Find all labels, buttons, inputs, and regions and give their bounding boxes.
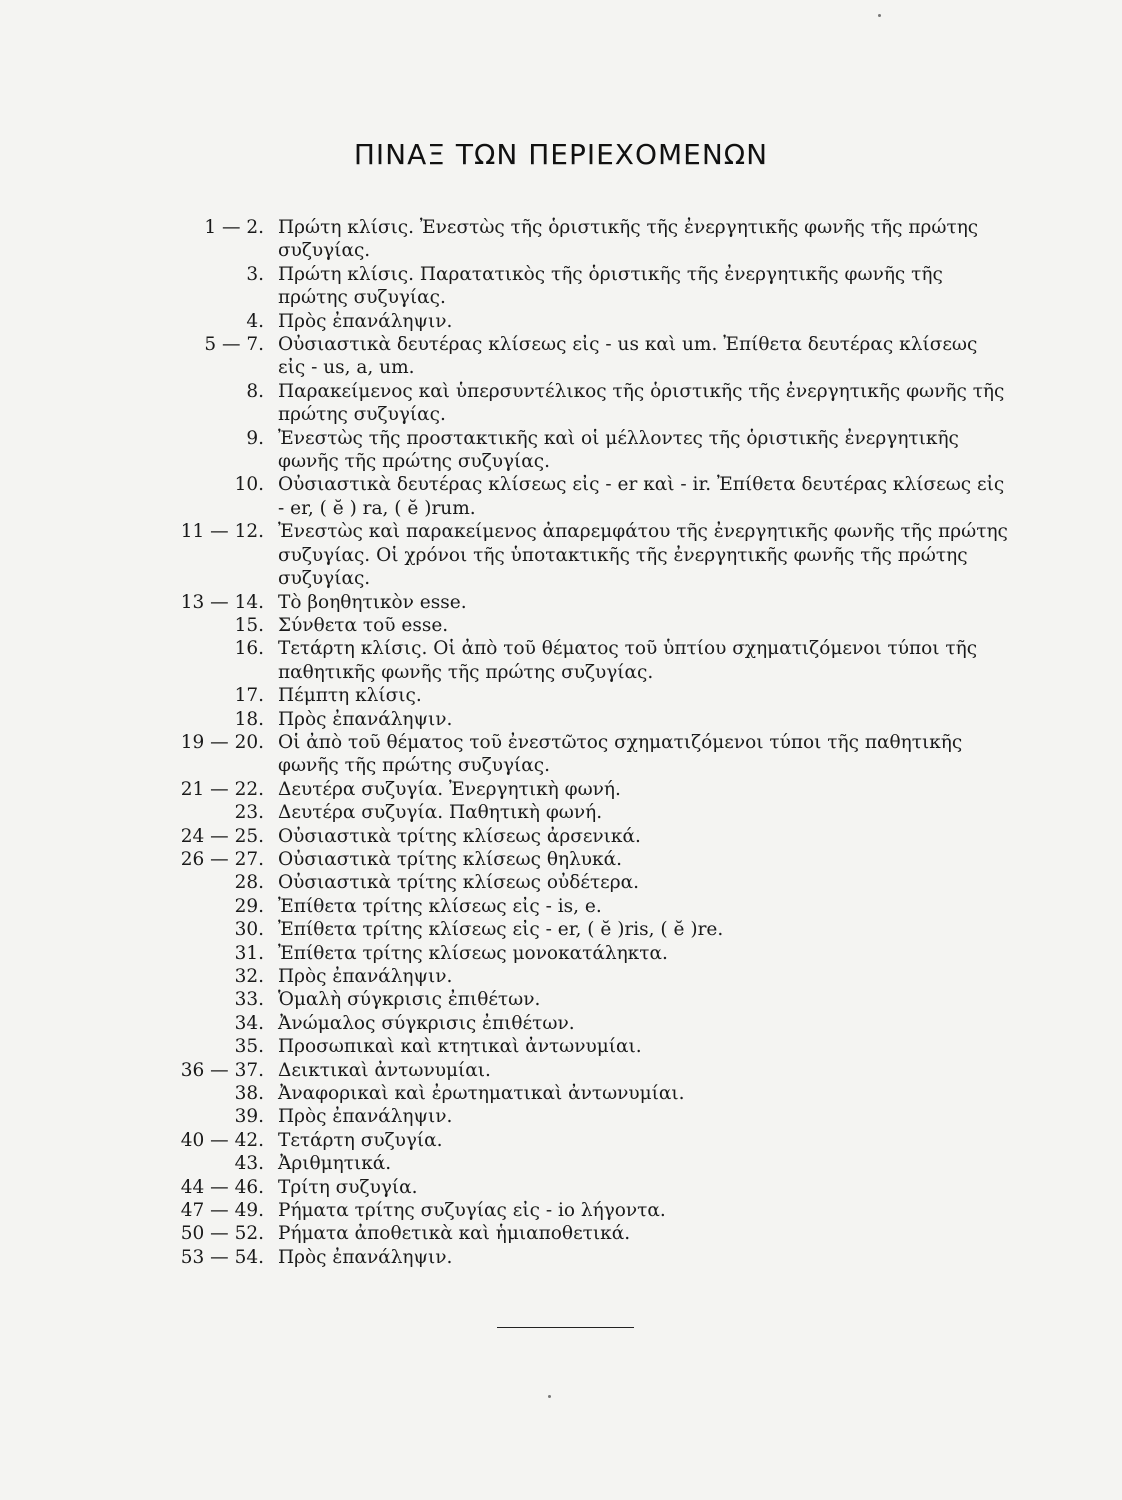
toc-entry-number: 17. (234, 685, 264, 707)
toc-entry-text: Δευτέρα συζυγία. Παθητικὴ φωνή. (278, 802, 603, 824)
toc-entry-text: Πρὸς ἐπανάληψιν. (278, 310, 453, 332)
toc-entry (150, 380, 1010, 427)
toc-entry (150, 614, 1010, 637)
toc-entry (150, 520, 1010, 590)
toc-entry-number: 18. (234, 708, 264, 730)
toc-entry-number: 31. (234, 942, 264, 964)
toc-entry-number: 1 — 2. (204, 217, 264, 238)
toc-entry-text: Τὸ βοηθητικὸν esse. (278, 591, 467, 613)
toc-entry-number: 3. (246, 263, 264, 285)
toc-entry-number: 11 — 12. (180, 521, 264, 543)
toc-entry-number: 26 — 27. (180, 848, 264, 870)
toc-entry-number: 21 — 22. (180, 778, 264, 800)
toc-entry (150, 1082, 1010, 1105)
toc-entry (150, 1012, 1010, 1035)
toc-entry (150, 731, 1010, 778)
toc-entry (150, 848, 1010, 871)
toc-entry-text: Ἀναφορικαὶ καὶ ἐρωτηματικαὶ ἀντωνυμίαι. (278, 1083, 685, 1105)
toc-entry-text: Ἐνεστὼς καὶ παρακείμενος ἀπαρεμφάτου τῆς ἐνεργητικῆς φωνῆς τῆς πρώτης συζυγίας. Οἱ χρόνοι τῆς ὑποτακτικῆς τῆς ἐνεργητικῆς φωνῆς τῆς πρώτης συζυγίας. (278, 521, 1008, 590)
toc-entry-number: 35. (234, 1036, 264, 1058)
toc-entry-text: Τρίτη συζυγία. (278, 1176, 418, 1198)
toc-entry (150, 825, 1010, 848)
toc-entry-number: 19 — 20. (180, 731, 264, 753)
toc-entry-text: Οὐσιαστικὰ τρίτης κλίσεως οὐδέτερα. (278, 872, 640, 894)
toc-entry (150, 473, 1010, 520)
toc-entry-text: Ἀριθμητικά. (278, 1153, 392, 1175)
toc-entry-number: 44 — 46. (180, 1176, 264, 1198)
toc-entry-number: 39. (234, 1106, 264, 1128)
toc-entry-text: Δεικτικαὶ ἀντωνυμίαι. (278, 1059, 491, 1081)
toc-entry (150, 871, 1010, 894)
toc-entry-text: Οὐσιαστικὰ τρίτης κλίσεως θηλυκά. (278, 848, 622, 870)
toc-entry (150, 263, 1010, 310)
toc-entry-number: 23. (234, 802, 264, 824)
closing-rule (497, 1327, 634, 1328)
toc-entry-number: 53 — 54. (180, 1246, 264, 1268)
toc-entry-text: Οἱ ἀπὸ τοῦ θέματος τοῦ ἐνεστῶτος σχηματιζόμενοι τύποι τῆς παθητικῆς φωνῆς τῆς πρώτης συζυγίας. (278, 731, 963, 777)
toc-entry-number: 10. (234, 474, 264, 496)
toc-entry-text: Πέμπτη κλίσις. (278, 685, 422, 707)
toc-entry-number: 43. (234, 1153, 264, 1175)
toc-entry (150, 1222, 1010, 1245)
scan-speck (878, 14, 881, 17)
toc-entry (150, 1176, 1010, 1199)
toc-entry-text: Τετάρτη κλίσις. Οἱ ἀπὸ τοῦ θέματος τοῦ ὑπτίου σχηματιζόμενοι τύποι τῆς παθητικῆς φωνῆς τῆς πρώτης συζυγίας. (278, 638, 978, 683)
toc-entry-number: 38. (234, 1083, 264, 1105)
toc-entry-number: 24 — 25. (180, 825, 264, 847)
toc-entry (150, 591, 1010, 614)
toc-entry-number: 9. (246, 427, 264, 449)
toc-entry-number: 33. (234, 989, 264, 1011)
toc-entry-number: 15. (234, 614, 264, 636)
toc-entry-text: Ἐνεστὼς τῆς προστακτικῆς καὶ οἱ μέλλοντες τῆς ὁριστικῆς ἐνεργητικῆς φωνῆς τῆς πρώτης συζυγίας. (278, 427, 959, 473)
toc-entry-text: Σύνθετα τοῦ esse. (278, 614, 449, 636)
toc-entry-number: 34. (234, 1012, 264, 1034)
toc-entry (150, 427, 1010, 474)
toc-entry-text: Ἐπίθετα τρίτης κλίσεως εἰς - is, e. (278, 895, 602, 917)
toc-entry-number: 4. (246, 310, 264, 332)
toc-entry (150, 637, 1010, 684)
toc-entry-number: 8. (246, 380, 264, 402)
toc-entry-number: 16. (234, 638, 264, 660)
toc-entry (150, 895, 1010, 918)
toc-entry-text: Παρακείμενος καὶ ὑπερσυντέλικος τῆς ὁριστικῆς τῆς ἐνεργητικῆς φωνῆς τῆς πρώτης συζυγίας. (278, 380, 1005, 426)
toc-entry-text: Πρὸς ἐπανάληψιν. (278, 1106, 453, 1128)
table-of-contents (150, 216, 1010, 1269)
toc-entry (150, 1129, 1010, 1152)
toc-entry-text: Ρήματα τρίτης συζυγίας εἰς - io λήγοντα. (278, 1200, 666, 1222)
toc-entry-number: 32. (234, 966, 264, 987)
toc-entry-text: Τετάρτη συζυγία. (278, 1129, 443, 1151)
toc-entry-number: 40 — 42. (180, 1129, 264, 1151)
toc-entry-number: 29. (234, 895, 264, 917)
toc-entry (150, 942, 1010, 965)
toc-entry-number: 28. (234, 872, 264, 894)
toc-entry-text: Ἀνώμαλος σύγκρισις ἐπιθέτων. (278, 1012, 575, 1034)
toc-entry-text: Προσωπικαὶ καὶ κτητικαὶ ἀντωνυμίαι. (278, 1036, 642, 1058)
toc-entry-number: 5 — 7. (204, 334, 264, 356)
toc-entry (150, 988, 1010, 1011)
toc-entry-text: Ὁμαλὴ σύγκρισις ἐπιθέτων. (278, 989, 541, 1011)
toc-entry-text: Ρήματα ἀποθετικὰ καὶ ἡμιαποθετικά. (278, 1223, 631, 1245)
toc-entry-text: Πρὸς ἐπανάληψιν. (278, 1246, 453, 1268)
toc-entry (150, 965, 1010, 988)
toc-entry-number: 50 — 52. (180, 1223, 264, 1245)
toc-entry (150, 778, 1010, 801)
toc-entry-text: Πρὸς ἐπανάληψιν. (278, 966, 453, 987)
toc-entry-number: 13 — 14. (180, 591, 264, 613)
toc-entry-text: Πρώτη κλίσις. Παρατατικὸς τῆς ὁριστικῆς τῆς ἐνεργητικῆς φωνῆς τῆς πρώτης συζυγίας. (278, 263, 943, 309)
toc-entry-text: Πρὸς ἐπανάληψιν. (278, 708, 453, 730)
toc-entry-number: 36 — 37. (180, 1059, 264, 1081)
toc-entry-text: Οὐσιαστικὰ τρίτης κλίσεως ἀρσενικά. (278, 825, 641, 847)
toc-entry (150, 333, 1010, 380)
toc-entry-text: Ἐπίθετα τρίτης κλίσεως μονοκατάληκτα. (278, 942, 668, 964)
toc-entry (150, 918, 1010, 941)
toc-entry (150, 216, 1010, 263)
toc-entry-text: Ἐπίθετα τρίτης κλίσεως εἰς - er, ( ĕ )ris, ( ĕ )re. (278, 919, 724, 941)
toc-entry (150, 1199, 1010, 1222)
toc-entry-text: Οὐσιαστικὰ δευτέρας κλίσεως εἰς - us καὶ um. Ἐπίθετα δευτέρας κλίσεως εἰς - us, a, um. (278, 334, 978, 379)
toc-entry-text: Πρώτη κλίσις. Ἐνεστὼς τῆς ὁριστικῆς τῆς ἐνεργητικῆς φωνῆς τῆς πρώτης συζυγίας. (278, 217, 979, 262)
toc-entry-text: Οὐσιαστικὰ δευτέρας κλίσεως εἰς - er καὶ - ir. Ἐπίθετα δευτέρας κλίσεως εἰς - er, ( ĕ ) ra, ( ĕ )rum. (278, 474, 1005, 519)
toc-entry-number: 30. (234, 919, 264, 941)
toc-entry (150, 1035, 1010, 1058)
toc-entry (150, 1152, 1010, 1175)
toc-entry-number: 47 — 49. (180, 1200, 264, 1222)
toc-entry (150, 801, 1010, 824)
toc-entry (150, 708, 1010, 731)
toc-entry-text: Δευτέρα συζυγία. Ἐνεργητικὴ φωνή. (278, 778, 621, 800)
toc-entry (150, 1059, 1010, 1082)
toc-entry (150, 310, 1010, 333)
toc-entry (150, 1246, 1010, 1269)
scan-speck (548, 1395, 551, 1398)
toc-entry (150, 684, 1010, 707)
page-title: ΠΙΝΑΞ ΤΩΝ ΠΕΡΙΕΧΟΜΕΝΩΝ (353, 138, 769, 171)
toc-entry (150, 1105, 1010, 1128)
